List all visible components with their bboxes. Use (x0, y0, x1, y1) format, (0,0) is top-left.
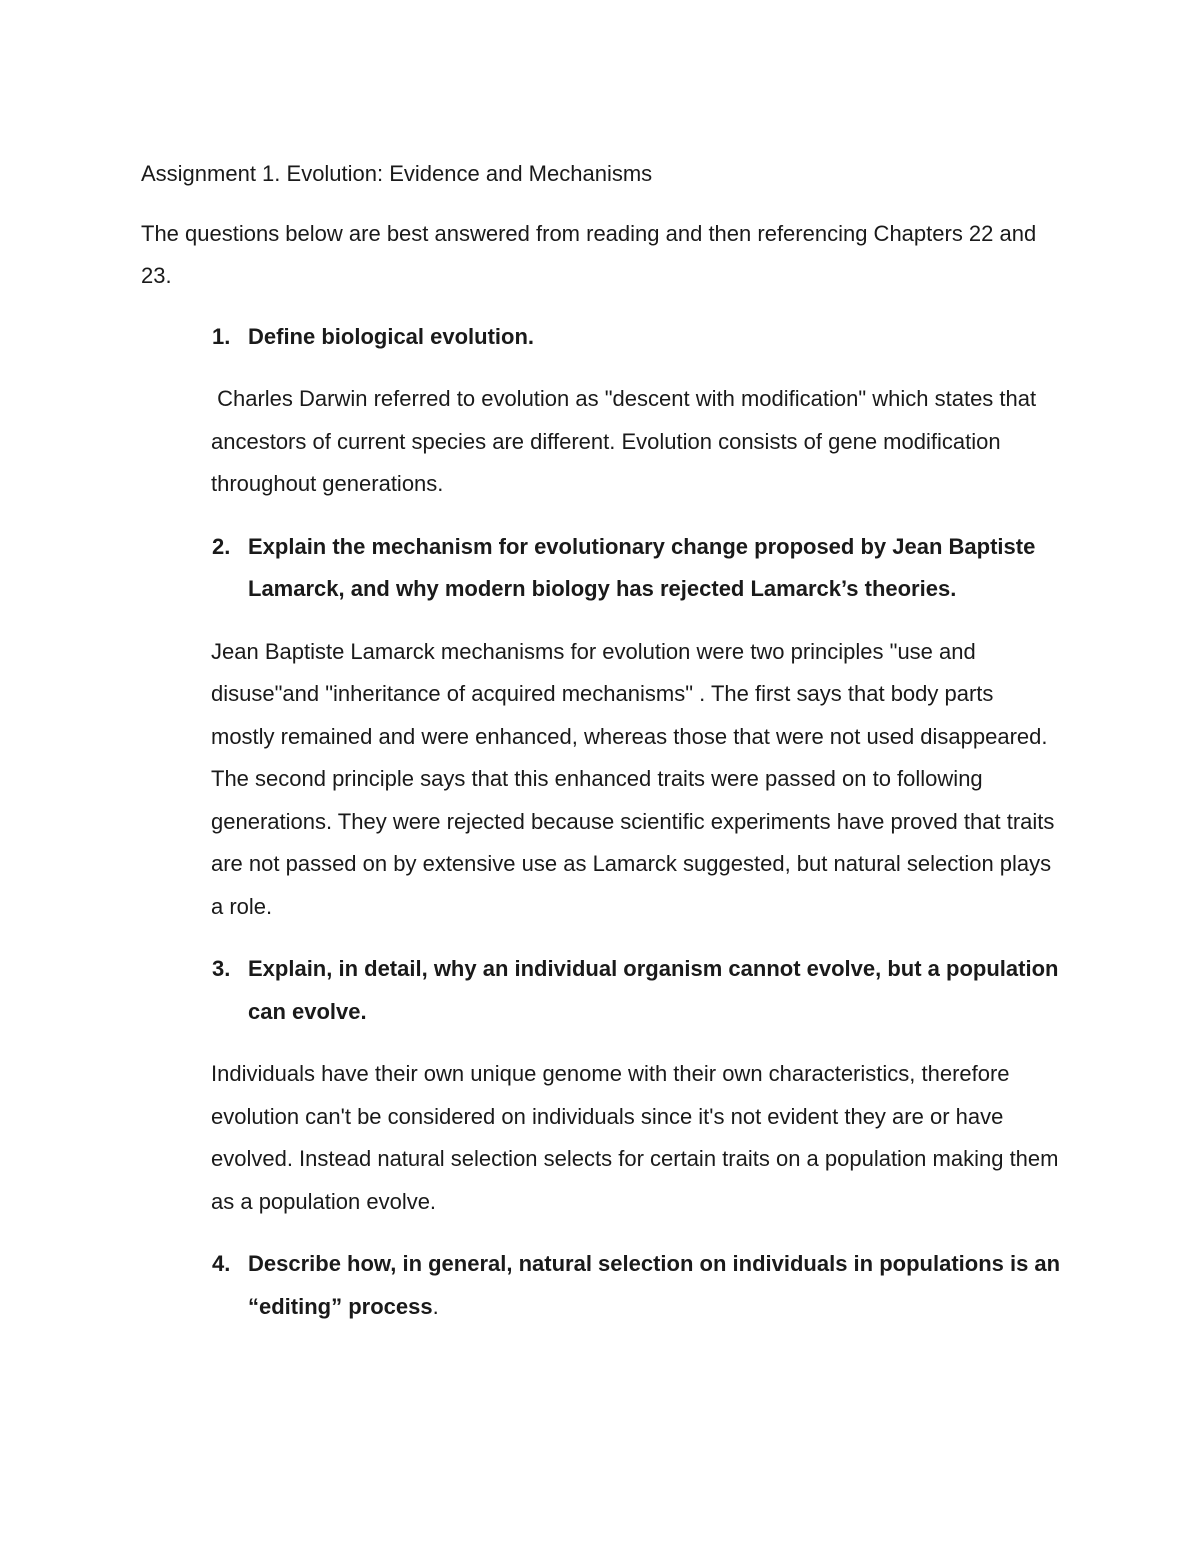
question-3 (141, 948, 1061, 1033)
question-text: Describe how, in general, natural selection on individuals in populations is an “editing” process (248, 1251, 1061, 1319)
question-4 (141, 1243, 1061, 1328)
question-text: Explain the mechanism for evolutionary change proposed by Jean Baptiste Lamarck, and why modern biology has rejected Lamarck’s theories. (248, 533, 1036, 601)
answer-2: Jean Baptiste Lamarck mechanisms for evolution were two principles "use and disuse"and "inheritance of acquired mechanisms" . The first says that body parts mostly remained and were enhanced, whereas those that were not used disappeared. The second principle says that this enhanced traits were passed on to following generations. They were rejected because scientific experiments have proved that traits are not passed on by extensive use as Lamarck suggested, but natural selection plays a role. (211, 638, 1055, 919)
question-2 (141, 526, 1061, 611)
document-body (141, 153, 1061, 1348)
question-number: 2. (212, 533, 231, 559)
question-text: Explain, in detail, why an individual organism cannot evolve, but a population can evolve. (248, 956, 1059, 1024)
question-number: 4. (212, 1251, 231, 1276)
question-1 (141, 316, 1061, 359)
question-text: Define biological evolution. (248, 323, 535, 349)
answer-3: Individuals have their own unique genome with their own characteristics, therefore evolution can't be considered on individuals since it's not evident they are or have evolved. Instead natural selection selects for certain traits on a population making them as a population evolve. (211, 1061, 1059, 1214)
question-tail: . (432, 1293, 439, 1319)
question-number: 3. (212, 956, 231, 981)
question-number: 1. (212, 323, 231, 349)
document-title: Assignment 1. Evolution: Evidence and Mechanisms (141, 161, 653, 186)
answer-1: Charles Darwin referred to evolution as "descent with modification" which states that ancestors of current species are different. Evolution consists of gene modification throughout generations. (211, 386, 1037, 496)
intro-paragraph: The questions below are best answered from reading and then referencing Chapters 22 and 23. (141, 220, 1037, 288)
